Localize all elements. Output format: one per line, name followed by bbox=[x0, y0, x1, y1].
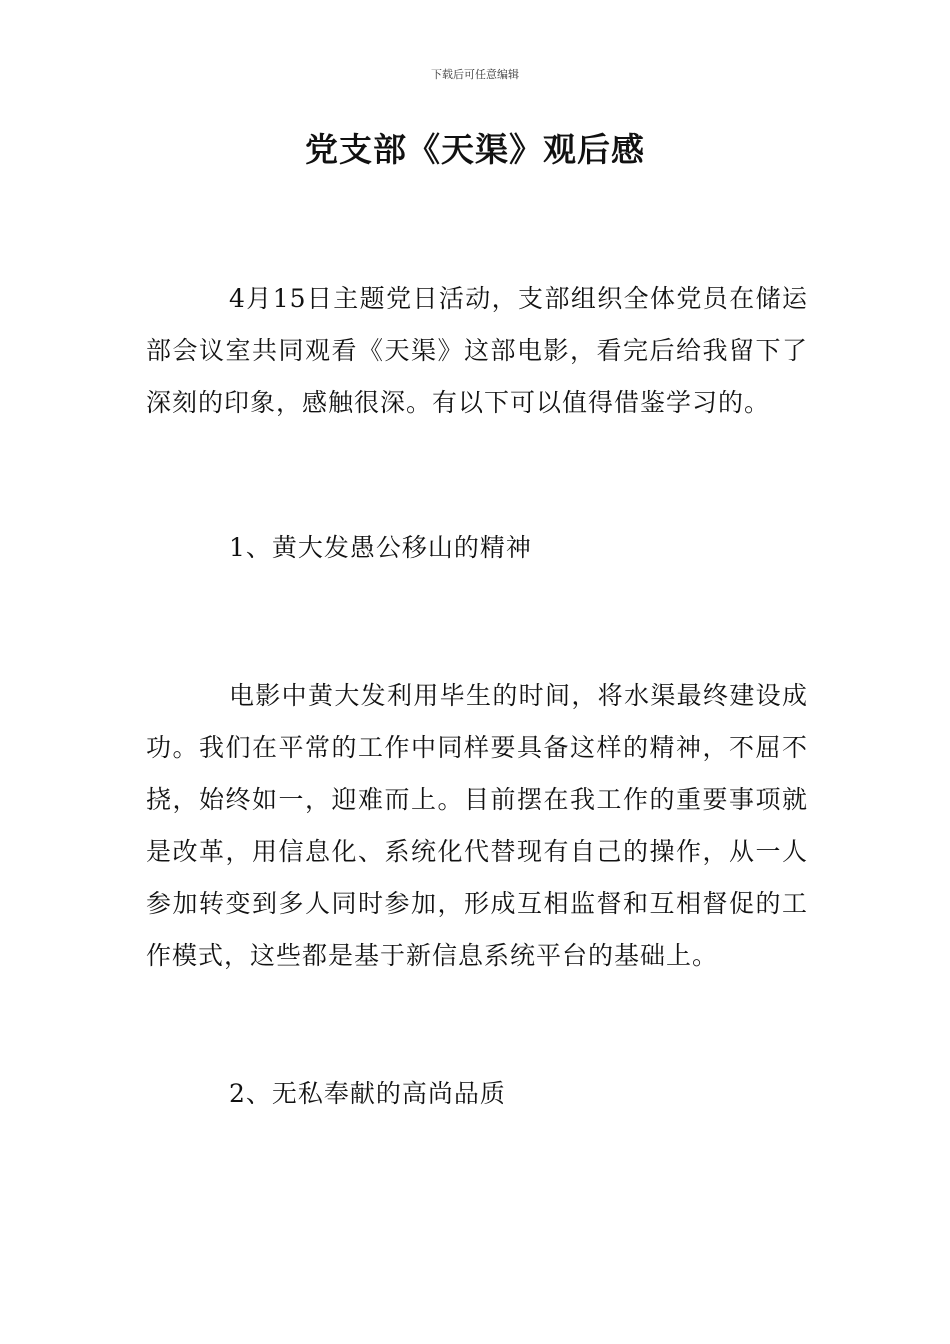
header-note: 下载后可任意编辑 bbox=[431, 68, 519, 81]
section-heading-1: 1、黄大发愚公移山的精神 bbox=[229, 533, 532, 562]
paragraph-section-1: 电影中黄大发利用毕生的时间，将水渠最终建设成功。我们在平常的工作中同样要具备这样的精神，不屈不挠，始终如一，迎难而上。目前摆在我工作的重要事项就是改革，用信息化、系统化代替现有自己的操作，从一人参加转变到多人同时参加，形成互相监督和互相督促的工作模式，这些都是基于新信息系统平台的基础上。 bbox=[146, 681, 808, 970]
section-heading-2: 2、无私奉献的高尚品质 bbox=[229, 1079, 506, 1108]
document-title: 党支部《天渠》观后感 bbox=[305, 130, 645, 169]
paragraph-intro: 4月15日主题党日活动，支部组织全体党员在储运部会议室共同观看《天渠》这部电影，看完后给我留下了深刻的印象，感触很深。有以下可以值得借鉴学习的。 bbox=[146, 284, 808, 417]
